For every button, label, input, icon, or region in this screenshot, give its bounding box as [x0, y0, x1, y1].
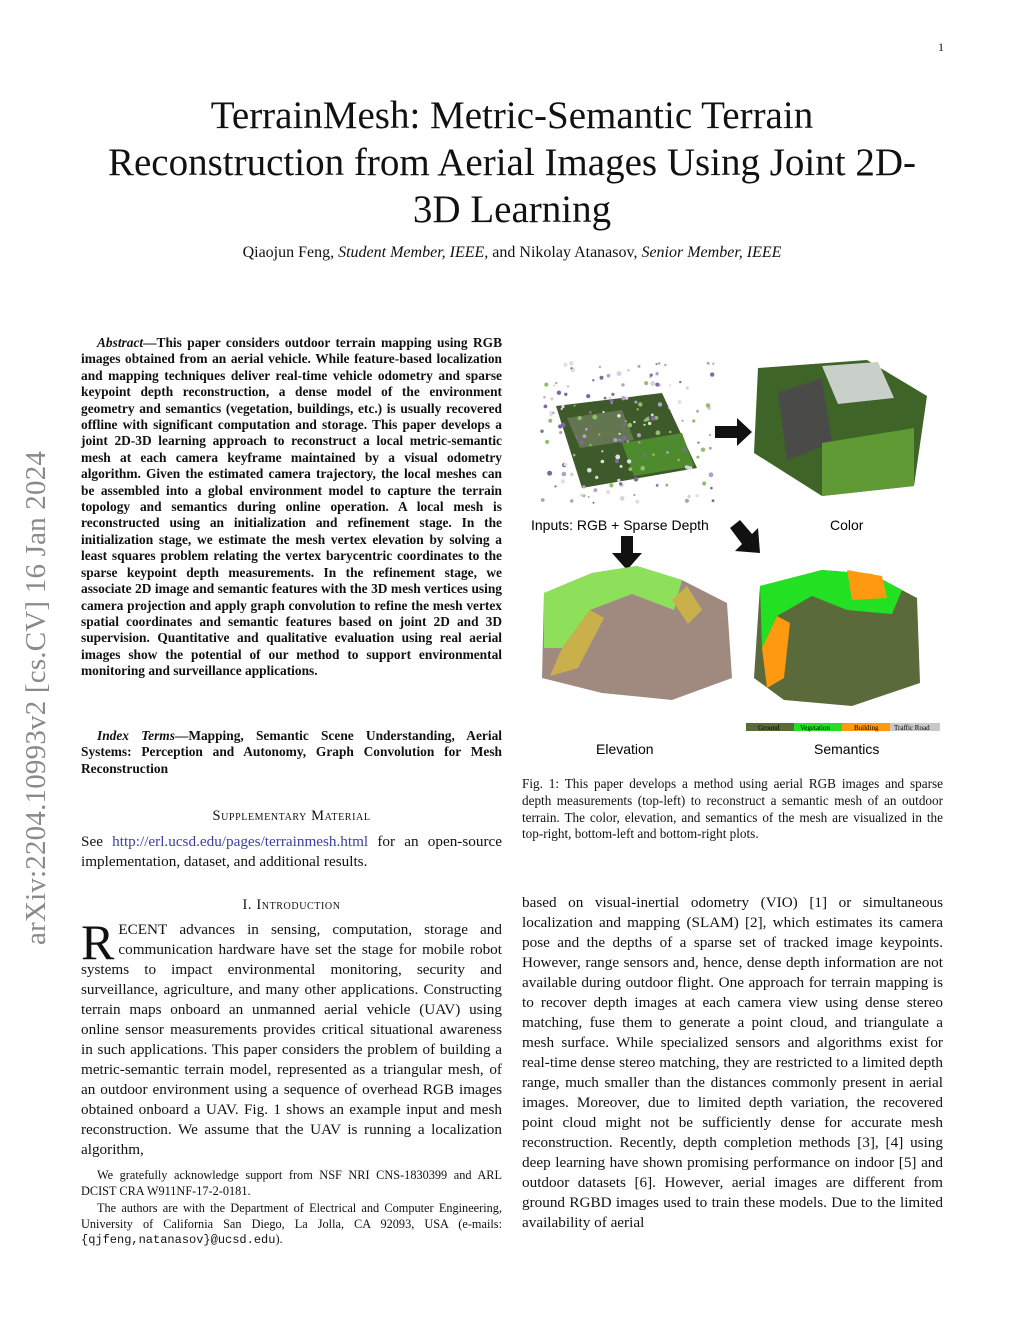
sparse-point: [621, 396, 625, 400]
supplementary-link[interactable]: http://erl.ucsd.edu/pages/terrainmesh.html: [112, 833, 369, 850]
sparse-point: [584, 430, 586, 432]
author-1-role: Student Member, IEEE,: [338, 244, 489, 261]
label-elevation: Elevation: [596, 741, 654, 757]
sparse-point: [580, 440, 584, 444]
sparse-point: [589, 444, 591, 446]
abstract-dash: —: [143, 335, 157, 350]
sparse-point: [651, 414, 654, 417]
index-terms-label: Index Terms: [97, 728, 175, 743]
affiliation-text: The authors are with the Department of Electrical and Computer Engineering, University of California San Diego, La Jolla, CA 92093, USA (e-mails:: [81, 1201, 502, 1231]
sparse-point: [620, 465, 623, 468]
supplementary-after: for an open-source implementation, dataset, and additional results.: [81, 833, 502, 870]
sparse-point: [583, 434, 587, 438]
diagonal-arrow-icon: [730, 520, 760, 553]
sparse-point: [696, 410, 699, 413]
sparse-point: [649, 376, 651, 378]
sparse-point: [678, 400, 682, 404]
sparse-point: [561, 408, 563, 410]
sparse-point: [599, 366, 601, 368]
abstract: [81, 335, 502, 680]
sparse-point: [683, 447, 687, 451]
sparse-point: [686, 387, 689, 390]
sparse-point: [635, 500, 639, 504]
sparse-point: [544, 405, 548, 409]
sparse-point: [648, 422, 651, 425]
sparse-point: [617, 371, 622, 376]
sparse-point: [686, 466, 690, 470]
sparse-point: [697, 442, 699, 444]
footnote-area: [81, 1168, 502, 1249]
sparse-point: [547, 471, 552, 476]
sparse-point: [629, 467, 633, 471]
sparse-point: [638, 441, 640, 443]
sparse-point: [623, 423, 626, 426]
sparse-point: [625, 397, 628, 400]
sparse-point: [709, 472, 714, 477]
sparse-point: [610, 399, 614, 403]
input-panel: [540, 361, 714, 504]
sparse-point: [648, 416, 650, 418]
label-color: Color: [830, 517, 864, 533]
sparse-point: [628, 423, 633, 428]
arxiv-stamp: arXiv:2204.10993v2 [cs.CV] 16 Jan 2024: [20, 450, 52, 945]
sparse-point: [637, 433, 641, 437]
sparse-point: [696, 456, 699, 459]
sparse-point: [615, 455, 620, 460]
introduction-left-text: [81, 914, 502, 1160]
sparse-point: [619, 482, 622, 485]
sparse-point: [592, 379, 594, 381]
sparse-point: [621, 383, 624, 386]
sparse-point: [561, 479, 565, 483]
sparse-point: [550, 397, 553, 400]
sparse-point: [627, 459, 631, 463]
sparse-point: [619, 433, 621, 435]
sparse-point: [706, 403, 711, 408]
sparse-point: [712, 499, 715, 502]
sparse-point: [658, 362, 661, 365]
sparse-point: [669, 431, 672, 434]
sparse-point: [561, 405, 564, 408]
author-2: and Nikolay Atanasov,: [488, 244, 642, 261]
sparse-point: [710, 372, 714, 376]
sparse-point: [677, 459, 680, 462]
sparse-point: [637, 408, 639, 410]
sparse-point: [650, 381, 655, 386]
sparse-point: [576, 435, 579, 438]
sparse-point: [627, 440, 629, 442]
sparse-point: [570, 473, 574, 477]
sparse-point: [580, 494, 583, 497]
sparse-point: [643, 424, 645, 426]
sparse-point: [604, 397, 607, 400]
sparse-point: [559, 431, 562, 434]
sparse-point: [656, 484, 659, 487]
sparse-point: [656, 430, 661, 435]
sparse-point: [595, 476, 598, 479]
sparse-point: [567, 385, 570, 388]
index-terms: [81, 728, 502, 777]
sparse-point: [569, 361, 574, 366]
footnote-emails: {qjfeng,natanasov}@ucsd.edu: [81, 1233, 276, 1248]
author-2-role: Senior Member, IEEE: [641, 244, 782, 261]
paper-title: TerrainMesh: Metric-Semantic Terrain Reconstruction from Aerial Images Using Joint 2D-3D Learning: [107, 94, 916, 231]
abstract-text: This paper considers outdoor terrain mapping using RGB images obtained from an aerial vehicle. While feature-based localization and mapping techniques deliver real-time vehicle odometry and sparse keypoint depth reconstruction, a dense model of the environment geometry and semantics (vegetation, buildings, etc.) is usually recovered offline with significant computation and storage. This paper develops a joint 2D-3D learning approach to reconstruct a local metric-semantic mesh at each camera keyframe maintained by a visual odometry algorithm. Given the estimated camera trajectory, the local meshes can be assembled into a global environment model to capture the terrain topology and semantics during online operation. A local mesh is reconstructed using an initialization and refinement stage. In the initialization stage, we estimate the mesh vertex elevation by solving a least squares problem relating the vertex barycentric coordinates to the sparse keypoint depth measurements. In the refinement stage, we associate 2D image and semantic features with the 3D mesh vertices using camera projection and apply graph convolution to refine the mesh vertex spatial coordinates and semantic features based on joint 2D and 3D supervision. Quantitative and qualitative evaluation using real aerial images show the potential of our method to support environmental monitoring and surveillance applications.: [81, 335, 502, 679]
sparse-point: [627, 369, 630, 372]
sparse-point: [606, 490, 610, 494]
sparse-point: [656, 363, 658, 365]
sparse-point: [669, 384, 671, 386]
color-panel: [754, 360, 927, 496]
sparse-point: [644, 381, 648, 385]
sparse-point: [548, 419, 552, 423]
legend-ground: Ground: [758, 724, 780, 732]
index-terms-dash: —: [174, 728, 189, 743]
sparse-point: [696, 494, 699, 497]
sparse-point: [709, 447, 712, 450]
sparse-point: [613, 438, 617, 442]
sparse-point: [553, 385, 555, 387]
sparse-point: [602, 411, 604, 413]
semantics-panel: [754, 570, 920, 706]
sparse-point: [712, 363, 714, 365]
sparse-point: [582, 485, 585, 488]
sparse-point: [600, 376, 604, 380]
down-arrow-icon: [612, 536, 642, 570]
sparse-point: [543, 396, 545, 398]
sparse-point: [611, 393, 614, 396]
sparse-point: [588, 496, 590, 498]
sparse-point: [558, 424, 562, 428]
sparse-point: [557, 391, 561, 395]
label-input: Inputs: RGB + Sparse Depth: [531, 517, 709, 533]
abstract-label: Abstract: [97, 335, 144, 350]
sparse-point: [554, 485, 556, 487]
sparse-point: [681, 420, 683, 422]
sparse-point: [668, 407, 670, 409]
sparse-point: [638, 402, 642, 406]
intro-left-body: advances in sensing, computation, storage and communication hardware have set the stage for mobile robot systems to impact environmental monitoring, security and surveillance, agriculture, and many other applications. Constructing terrain maps onboard an unmanned aerial vehicle (UAV) using online sensor measurements provides critical situational awareness in such applications. This paper considers the problem of building a metric-semantic terrain model, represented as a triangular mesh, of an outdoor environment using a sequence of overhead RGB images obtained onboard a UAV. Fig. 1 shows an example input and mesh reconstruction. We assume that the UAV is running a localization algorithm,: [81, 921, 502, 1158]
sparse-point: [707, 362, 710, 365]
sparse-point: [594, 488, 598, 492]
label-semantics: Semantics: [814, 741, 880, 757]
sparse-point: [617, 414, 621, 418]
sparse-point: [609, 483, 613, 487]
sparse-point: [634, 477, 639, 482]
supplementary-before: See: [81, 833, 113, 850]
sparse-point: [619, 439, 621, 441]
sparse-point: [692, 419, 695, 422]
sparse-point: [665, 484, 668, 487]
sparse-point: [640, 466, 645, 471]
sparse-point: [688, 495, 691, 498]
sparse-point: [709, 434, 711, 436]
figure-caption: Fig. 1: This paper develops a method using aerial RGB images and sparse depth measurements (top-left) to reconstruct a semantic mesh of an outdoor terrain. The color, elevation, and semantics of the mesh are visualized in the top-right, bottom-left and bottom-right plots.: [522, 776, 943, 842]
semantic-building-right: [847, 570, 887, 600]
sparse-point: [592, 415, 597, 420]
sparse-point: [658, 402, 662, 406]
author-line: [90, 244, 934, 262]
sparse-point: [615, 459, 619, 463]
sparse-point: [655, 383, 659, 387]
sparse-point: [573, 454, 576, 457]
sparse-point: [652, 453, 655, 456]
sparse-point: [589, 411, 592, 414]
introduction-heading: I. Introduction: [242, 897, 341, 913]
sparse-point: [623, 436, 627, 440]
sparse-point: [633, 421, 635, 423]
sparse-point: [617, 479, 620, 482]
sparse-point: [578, 416, 582, 420]
sparse-point: [541, 498, 545, 502]
introduction-right-text: based on visual-inertial odometry (VIO) [1] or simultaneous localization and mapping (SLAM) [2], which estimates its camera pose and the depths of a sparse set of tracked image keypoints. However, range sensors and, hence, dense depth information are not available during outdoor flight. One approach for terrain mapping is to recover depth images at each camera view using dense stereo matching, fuse them to generate a point cloud, and triangulate a mesh surface. While specialized sensors and algorithms exist for real-time dense stereo matching, they are restricted to a limited depth range, much smaller than the distances commonly present in aerial images. Moreover, due to limited depth variation, the recovered point cloud might not be sufficiently dense for accurate mesh reconstruction. Recently, depth completion methods [3], [4] using deep learning have shown promising performance on indoor [5] and outdoor datasets [6]. However, aerial images are different from ground RGBD images used to train these models. Due to the limited availability of aerial: [522, 894, 943, 1231]
sparse-point: [702, 481, 706, 485]
sparse-point: [625, 420, 627, 422]
sparse-point: [685, 499, 689, 503]
semantics-legend: [746, 723, 940, 732]
sparse-point: [701, 448, 705, 452]
legend-vegetation: Vegetation: [800, 724, 830, 732]
affiliation-close: ).: [275, 1232, 283, 1247]
index-terms-text: Mapping, Semantic Scene Understanding, Aerial Systems: Perception and Autonomy, Graph Convolution for Mesh Reconstruction: [81, 728, 502, 776]
sparse-point: [564, 393, 567, 396]
supplementary-heading: Supplementary Material: [212, 808, 371, 824]
sparse-point: [607, 374, 611, 378]
sparse-point: [570, 367, 572, 369]
dropcap: R: [81, 914, 115, 970]
sparse-point: [643, 454, 646, 457]
sparse-point: [570, 499, 573, 502]
footnote-ack: We gratefully acknowledge support from NSF NRI CNS-1830399 and ARL DCIST CRA W911NF-17-2-0181.: [81, 1168, 502, 1198]
author-1: Qiaojun Feng,: [242, 244, 339, 261]
sparse-point: [651, 416, 656, 421]
legend-traffic-road: Traffic Road: [894, 724, 930, 732]
sparse-point: [633, 494, 635, 496]
sparse-point: [593, 502, 595, 504]
page-number: 1: [938, 40, 944, 54]
sparse-point: [562, 472, 567, 477]
sparse-point: [666, 451, 669, 454]
sparse-point: [574, 405, 576, 407]
intro-first-word: ECENT: [118, 921, 168, 938]
sparse-point: [608, 397, 611, 400]
sparse-point: [679, 381, 681, 383]
sparse-point: [586, 394, 590, 398]
elevation-panel: [542, 566, 732, 700]
sparse-point: [598, 433, 600, 435]
sparse-point: [710, 487, 713, 490]
sparse-point: [664, 364, 666, 366]
figure-1: [522, 348, 943, 763]
sparse-point: [545, 440, 549, 444]
sparse-point: [601, 460, 605, 464]
supplementary-text: [81, 832, 502, 872]
sparse-point: [564, 463, 568, 467]
sparse-point: [655, 372, 658, 375]
footnote-affiliation: [81, 1201, 502, 1249]
figure-1-graphic: [522, 348, 943, 763]
sparse-point: [620, 496, 625, 501]
sparse-point: [555, 382, 557, 384]
sparse-point: [638, 365, 641, 368]
sparse-point: [540, 430, 543, 433]
sparse-point: [563, 363, 567, 367]
legend-building: Building: [854, 724, 879, 732]
sparse-point: [601, 450, 603, 452]
right-arrow-icon: [715, 418, 752, 446]
sparse-point: [634, 401, 637, 404]
sparse-point: [549, 411, 552, 414]
sparse-point: [544, 383, 548, 387]
sparse-point: [587, 468, 592, 473]
